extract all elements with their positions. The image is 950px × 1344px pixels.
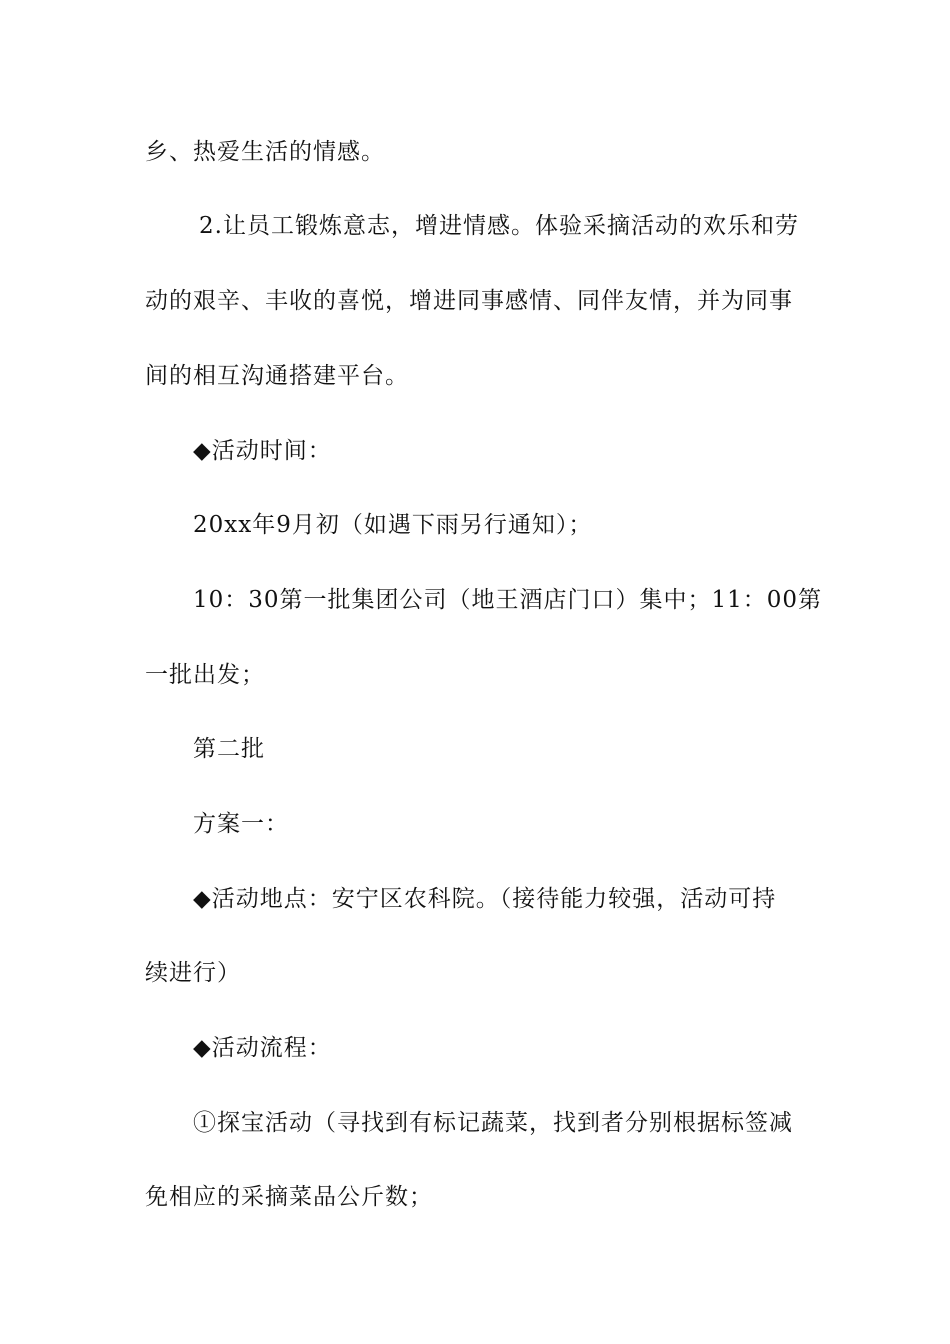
paragraph-line: 间的相互沟通搭建平台。 <box>145 363 409 389</box>
paragraph-line: 一批出发； <box>145 662 265 688</box>
section-heading: ◆活动流程： <box>193 1035 332 1061</box>
paragraph-line: 20xx年9月初（如遇下雨另行通知）； <box>193 512 593 538</box>
section-heading: ◆活动地点：安宁区农科院。（接待能力较强，活动可持 <box>193 886 777 912</box>
paragraph-line: 10：30第一批集团公司（地王酒店门口）集中；11：00第 <box>193 587 823 613</box>
paragraph-line: ①探宝活动（寻找到有标记蔬菜，找到者分别根据标签减 <box>193 1110 793 1136</box>
paragraph-line: 方案一： <box>193 811 289 837</box>
paragraph-line: 2.让员工锻炼意志，增进情感。体验采摘活动的欢乐和劳 <box>199 213 799 239</box>
paragraph-line: 免相应的采摘菜品公斤数； <box>145 1184 433 1210</box>
paragraph-line: 续进行） <box>145 960 241 986</box>
paragraph-line: 动的艰辛、丰收的喜悦，增进同事感情、同伴友情，并为同事 <box>145 288 793 314</box>
section-heading: ◆活动时间： <box>193 438 332 464</box>
paragraph-line: 第二批 <box>193 736 265 762</box>
paragraph-line: 乡、热爱生活的情感。 <box>145 139 385 165</box>
